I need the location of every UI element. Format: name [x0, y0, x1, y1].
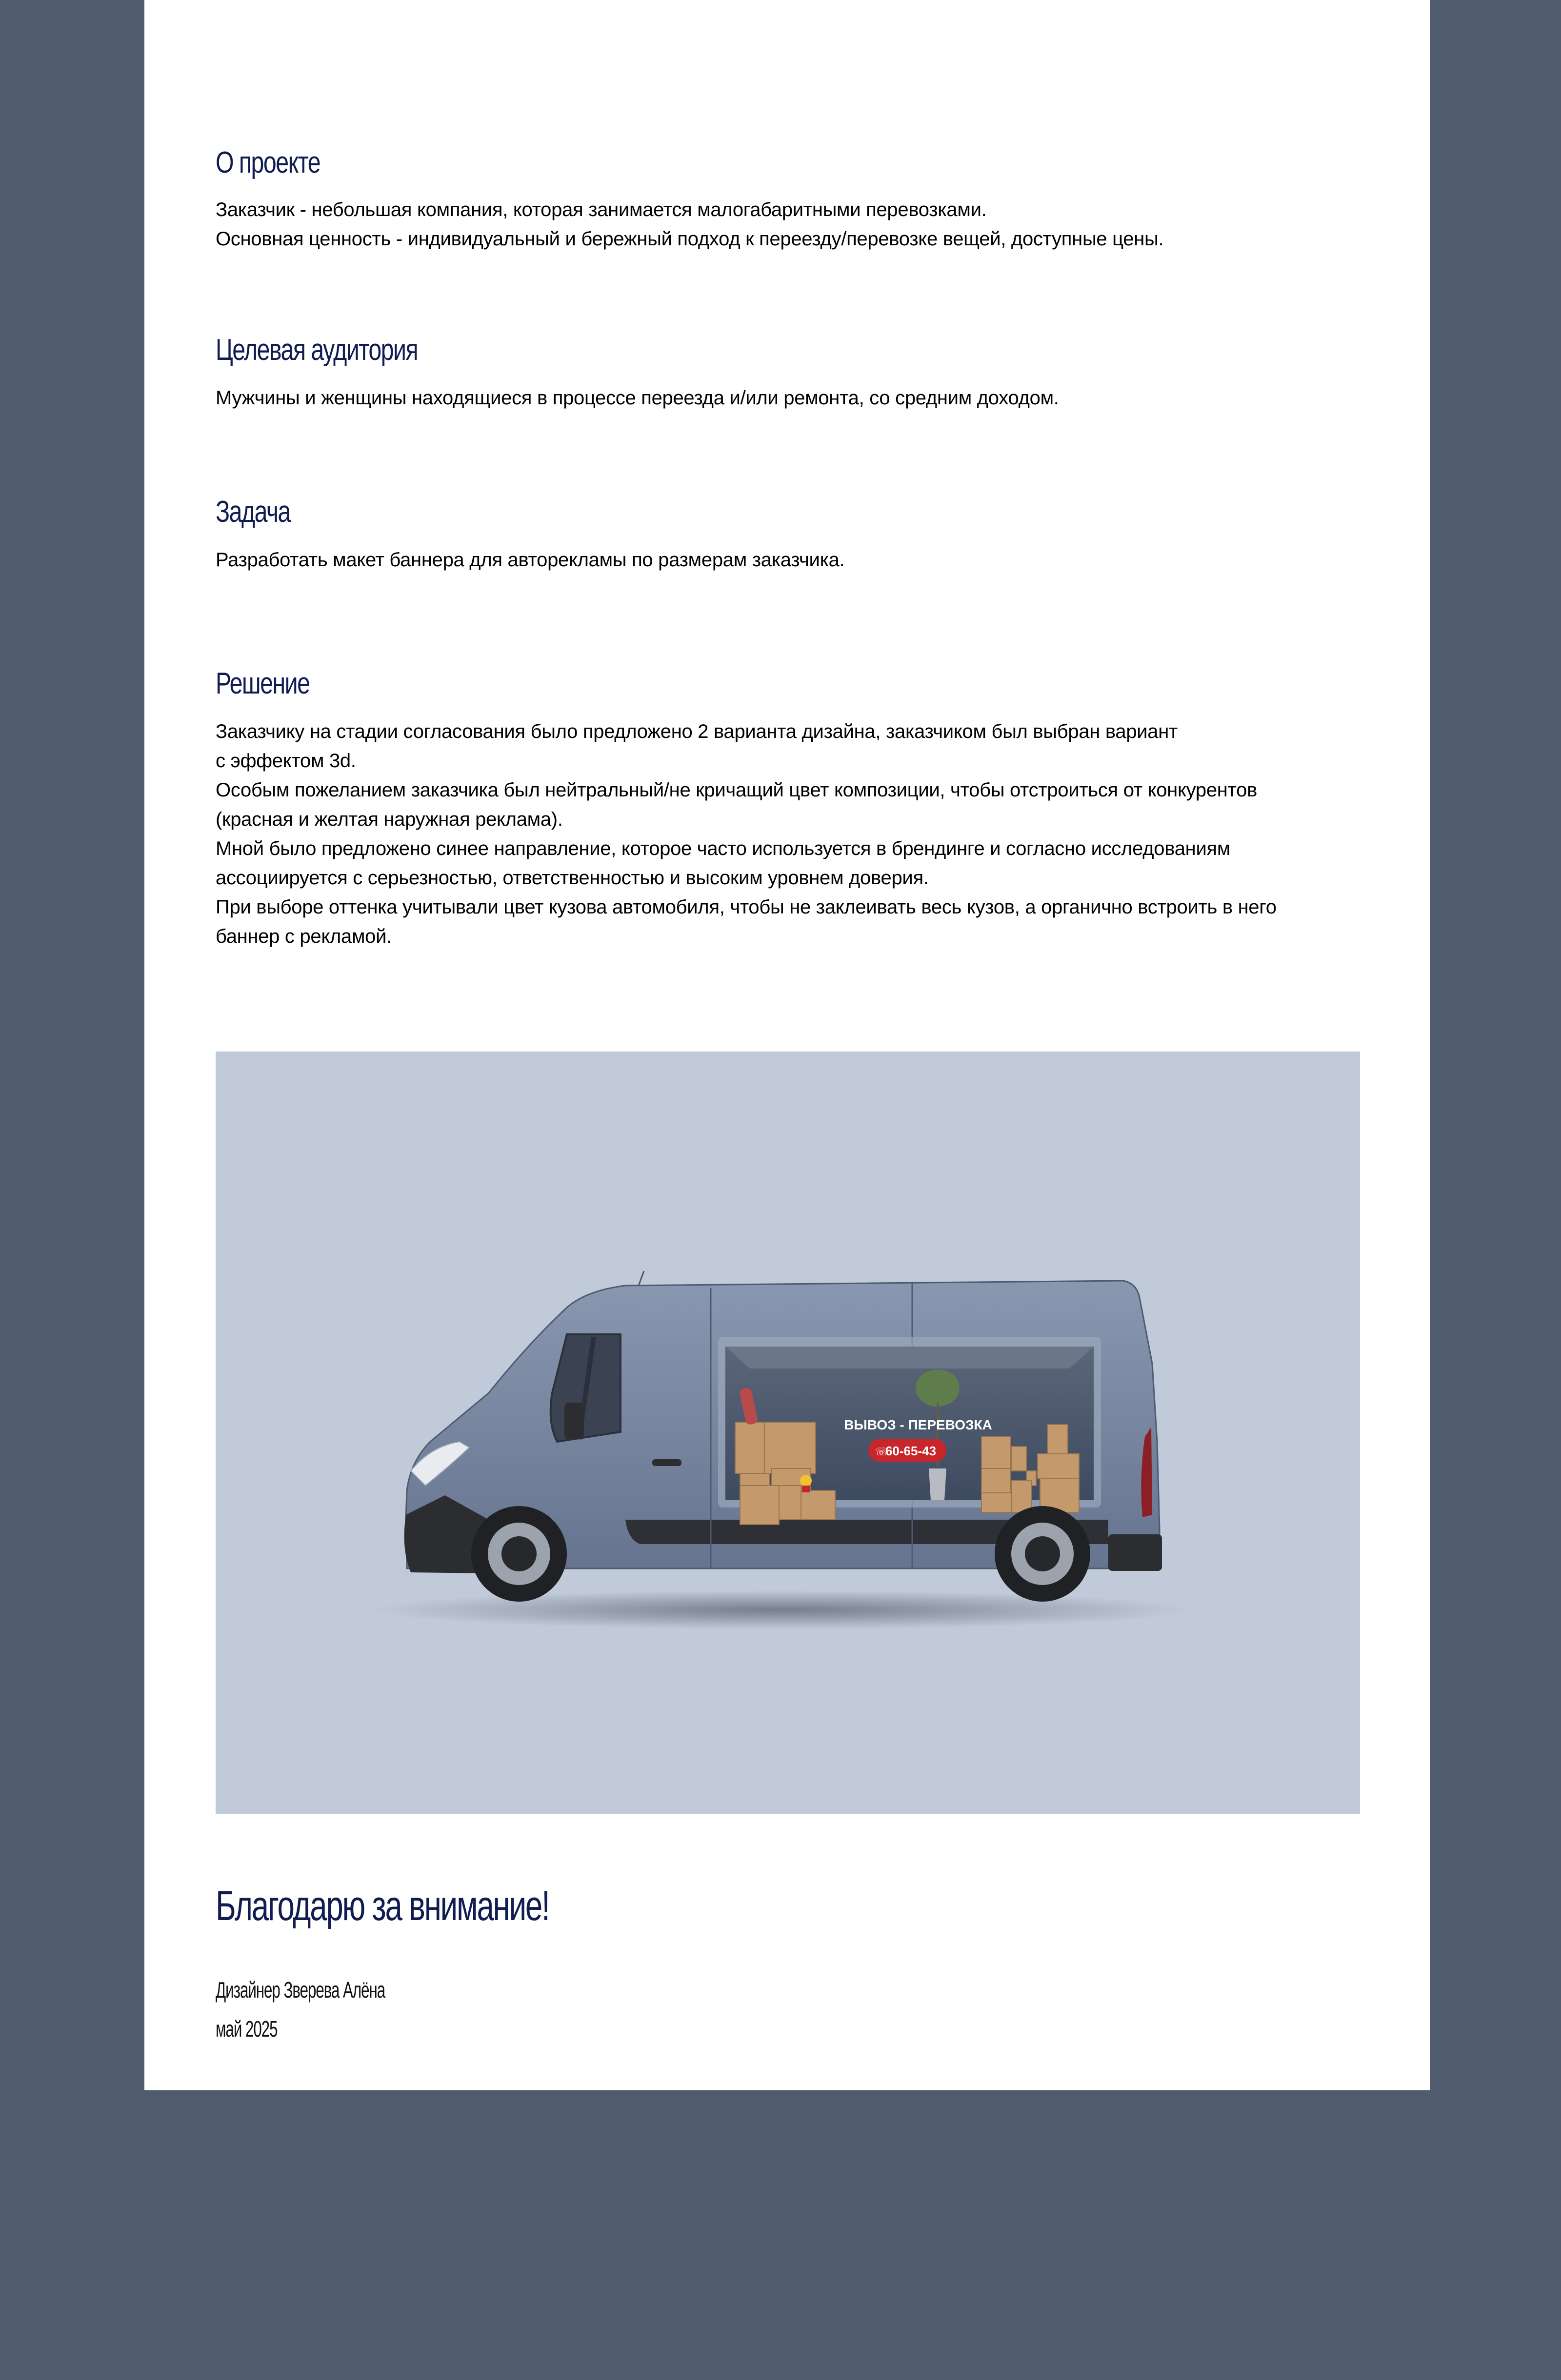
phone-icon: ☏ [875, 1446, 888, 1458]
text-line: Заказчик - небольшая компания, которая занимается малогабаритными перевозками. [216, 199, 987, 220]
date-label: май 2025 [216, 2016, 278, 2042]
text-line: ассоциируется с серьезностью, ответственностью и высоким уровнем доверия. [216, 867, 929, 889]
section-audience [216, 332, 1360, 413]
section-body [216, 195, 1360, 254]
text-line: баннер с рекламой. [216, 926, 392, 947]
van-mockup-image [216, 1051, 1360, 1814]
designer-name: Дизайнер Зверева Алёна [216, 1977, 385, 2003]
text-line: Мной было предложено синее направление, которое часто используется в брендинге и согласно исследованиям [216, 838, 1231, 859]
text-line: Особым пожеланием заказчика был нейтральный/не кричащий цвет композиции, чтобы отстроиться от конкурентов [216, 779, 1258, 801]
text-line: Основная ценность - индивидуальный и бережный подход к переезду/перевозке вещей, доступные цены. [216, 228, 1164, 250]
text-line: с эффектом 3d. [216, 750, 356, 772]
section-body [216, 717, 1360, 951]
section-body [216, 545, 1360, 575]
section-title: Целевая аудитория [216, 333, 418, 367]
front-wheel [471, 1506, 567, 1602]
banner-headline: ВЫВОЗ - ПЕРЕВОЗКА [844, 1417, 992, 1432]
section-about [216, 144, 1360, 254]
rear-wheel [995, 1506, 1090, 1602]
text-line: Разработать макет баннера для авторекламы по размерам заказчика. [216, 549, 845, 571]
section-body [216, 383, 1360, 413]
content-card [144, 0, 1430, 2090]
text-line: Заказчику на стадии согласования было предложено 2 варианта дизайна, заказчиком был выбран вариант [216, 721, 1178, 742]
section-solution [216, 665, 1360, 951]
section-task [216, 494, 1360, 575]
thanks-heading: Благодарю за внимание! [216, 1883, 549, 1929]
section-title: Задача [216, 495, 290, 529]
text-line: (красная и желтая наружная реклама). [216, 809, 563, 830]
banner-phone: 60-65-43 [885, 1444, 937, 1458]
section-title: О проекте [216, 146, 320, 179]
text-line: Мужчины и женщины находящиеся в процессе переезда и/или ремонта, со средним доходом. [216, 387, 1059, 409]
section-title: Решение [216, 667, 310, 700]
text-line: При выборе оттенка учитывали цвет кузова автомобиля, чтобы не заклеивать весь кузов, а органично встроить в него [216, 896, 1277, 918]
van-illustration [216, 1051, 1360, 1814]
